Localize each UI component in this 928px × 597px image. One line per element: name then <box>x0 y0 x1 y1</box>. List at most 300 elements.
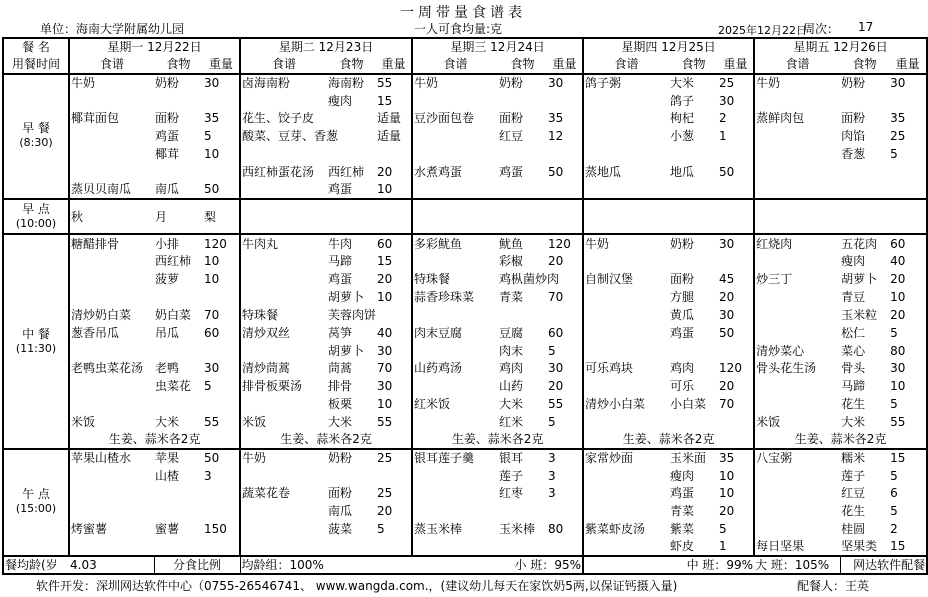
meal-time-header: 用餐时间 <box>3 56 69 74</box>
food-item <box>154 163 203 181</box>
weight-value: 15 <box>377 93 393 108</box>
age-group-ratio: 均龄组：100% <box>240 556 412 574</box>
weight-value: 30 <box>204 361 220 376</box>
food-item <box>154 92 203 110</box>
food-item <box>669 145 718 163</box>
recipe-name: 秋 <box>69 199 154 235</box>
column-header-food: 食物 <box>840 56 889 74</box>
food-item: 银耳 <box>498 449 547 467</box>
column-header-food: 食物 <box>154 56 203 74</box>
food-item <box>669 413 718 431</box>
column-header-weight: 重量 <box>203 56 240 74</box>
recipe-name <box>583 538 669 556</box>
weight-value <box>889 92 927 110</box>
recipe-name: 西红柿蛋花汤 <box>240 163 327 181</box>
recipe-name <box>412 538 498 556</box>
recipe-name <box>240 199 327 235</box>
recipe-name: 自制汉堡 <box>583 270 669 288</box>
recipe-name <box>754 395 840 413</box>
recipe-name <box>69 252 154 270</box>
food-item: 鸡枞菌炒肉 <box>499 272 560 287</box>
recipe-name: 蒸贝贝南瓜 <box>69 181 154 199</box>
recipe-name: 鸽子粥 <box>583 74 669 92</box>
weight-value: 5 <box>719 522 727 537</box>
weight-value <box>718 145 754 163</box>
recipe-name <box>583 342 669 360</box>
weight-value: 40 <box>377 325 393 340</box>
weight-value: 70 <box>548 289 564 304</box>
recipe-name <box>583 109 669 127</box>
food-item <box>498 502 547 520</box>
recipe-name <box>240 467 327 485</box>
avg-age-label: 餐均龄(岁 <box>3 556 69 574</box>
weight-value <box>376 467 412 485</box>
recipe-name: 山药鸡汤 <box>412 359 498 377</box>
food-item <box>498 92 547 110</box>
meal-name: 中 餐 <box>22 326 50 341</box>
meal-name: 早 餐 <box>22 121 50 136</box>
recipe-name <box>583 181 669 199</box>
recipe-name: 清炒茼蒿 <box>240 359 327 377</box>
weight-value: 30 <box>889 359 927 377</box>
food-item <box>154 538 203 556</box>
weight-value: 5 <box>889 145 927 163</box>
food-item: 豆腐 <box>499 325 524 340</box>
recipe-name <box>754 484 840 502</box>
food-item: 松仁 <box>841 325 866 340</box>
weight-value <box>718 199 754 235</box>
credits-bar <box>0 577 926 595</box>
weight-value: 30 <box>377 343 393 358</box>
food-item: 紫菜 <box>670 522 695 537</box>
recipe-name <box>754 377 840 395</box>
recipe-name: 红米饭 <box>412 395 498 413</box>
meal-time: (15:00) <box>15 502 57 516</box>
weight-value: 20 <box>377 504 393 519</box>
food-item: 青豆 <box>841 289 866 304</box>
weight-value: 55 <box>204 414 220 429</box>
weight-value: 3 <box>548 486 556 501</box>
food-item: 小排 <box>154 234 203 252</box>
recipe-name <box>69 395 154 413</box>
recipe-name <box>754 127 840 145</box>
food-item: 玉米粒 <box>841 307 878 322</box>
food-item: 奶白菜 <box>155 307 192 322</box>
column-header-food: 食物 <box>669 56 718 74</box>
weight-value: 1 <box>719 539 727 554</box>
food-item: 鸽子 <box>670 93 695 108</box>
recipe-name: 蒜香珍珠菜 <box>412 288 498 306</box>
food-item: 地瓜 <box>670 164 695 179</box>
food-item: 芙蓉肉饼 <box>328 307 377 322</box>
weight-value: 6 <box>889 484 927 502</box>
recipe-name <box>240 145 327 163</box>
food-item: 红米 <box>499 414 524 429</box>
recipe-name <box>412 145 498 163</box>
recipe-name <box>69 502 154 520</box>
weight-value <box>547 306 583 324</box>
food-item: 肉末 <box>499 343 524 358</box>
recipe-name <box>240 181 327 199</box>
weight-value: 5 <box>889 324 927 342</box>
weight-value: 10 <box>889 288 927 306</box>
condiment-note: 生姜、蒜米各2克 <box>754 431 927 449</box>
weight-value: 120 <box>203 234 240 252</box>
weight-value: 梨 <box>203 199 240 235</box>
weight-value: 15 <box>889 449 927 467</box>
recipe-name <box>754 306 840 324</box>
food-item: 红豆 <box>499 129 524 144</box>
unit-label: 单位：海南大学附属幼儿园 <box>40 22 185 36</box>
column-header-recipe: 食谱 <box>412 56 498 74</box>
page-title: 一周带量食谱表 <box>400 5 526 21</box>
recipe-name <box>583 92 669 110</box>
weight-value: 35 <box>204 111 220 126</box>
meal-label-breakfast <box>3 74 69 199</box>
weight-value: 1 <box>719 129 727 144</box>
recipe-name <box>412 467 498 485</box>
menu-table <box>2 37 928 575</box>
weight-value: 20 <box>719 504 735 519</box>
meal-time: (11:30) <box>15 341 57 355</box>
day-header: 星期三 12月24日 <box>412 38 583 56</box>
recipe-name <box>69 92 154 110</box>
recipe-name: 葱香吊瓜 <box>69 324 154 342</box>
food-item: 山楂 <box>155 468 180 483</box>
recipe-name <box>754 467 840 485</box>
weight-value <box>547 181 583 199</box>
food-item <box>327 538 376 556</box>
food-item: 虾皮 <box>670 539 695 554</box>
food-item: 牛肉 <box>327 234 376 252</box>
recipe-name: 蒸玉米棒 <box>412 520 498 538</box>
recipe-name: 紫菜虾皮汤 <box>583 520 669 538</box>
recipe-name <box>754 520 840 538</box>
weight-value: 35 <box>548 111 564 126</box>
weight-value: 30 <box>547 74 583 92</box>
food-item: 肉馅 <box>841 129 866 144</box>
recipe-name: 多彩鱿鱼 <box>412 234 498 252</box>
food-item: 大米 <box>499 397 524 412</box>
food-item: 月 <box>154 199 203 235</box>
recipe-name <box>412 502 498 520</box>
food-item: 茼蒿 <box>328 361 353 376</box>
food-item <box>669 342 718 360</box>
food-item: 马蹄 <box>841 379 866 394</box>
big-class-ratio: 大 班：105% <box>754 556 840 574</box>
weight-value <box>718 342 754 360</box>
day-header: 星期一 12月22日 <box>69 38 240 56</box>
weight-value: 2 <box>719 111 727 126</box>
weight-value: 10 <box>377 289 393 304</box>
weight-value: 25 <box>376 449 412 467</box>
meal-name-header: 餐 名 <box>3 38 69 56</box>
food-item: 鸡蛋 <box>670 325 695 340</box>
weight-value <box>203 484 240 502</box>
food-item: 莲子 <box>499 468 524 483</box>
recipe-name <box>754 324 840 342</box>
column-header-weight: 重量 <box>376 56 412 74</box>
food-item: 鸡肉 <box>670 361 695 376</box>
food-item: 小葱 <box>670 129 695 144</box>
recipe-name: 特珠餐 <box>412 270 498 288</box>
meal-label-snack1 <box>3 199 69 235</box>
recipe-name: 老鸭虫菜花汤 <box>69 359 154 377</box>
recipe-name <box>69 484 154 502</box>
food-item: 山药 <box>499 379 524 394</box>
recipe-name: 八宝粥 <box>754 449 840 467</box>
food-item: 西红柿 <box>328 164 365 179</box>
food-item: 五花肉 <box>840 234 889 252</box>
weight-value: 5 <box>889 467 927 485</box>
date-label: 2025年12月22日 <box>718 24 807 37</box>
day-header: 星期四 12月25日 <box>583 38 754 56</box>
food-item: 枸杞 <box>670 111 695 126</box>
recipe-name <box>583 252 669 270</box>
weight-value: 30 <box>203 74 240 92</box>
recipe-name <box>412 252 498 270</box>
weight-value: 50 <box>548 164 564 179</box>
food-item <box>327 145 376 163</box>
weight-value: 10 <box>204 254 220 269</box>
food-item: 奶粉 <box>327 449 376 467</box>
recipe-name <box>240 520 327 538</box>
weight-value: 30 <box>718 234 754 252</box>
recipe-name: 酸菜、豆芽、香葱 <box>242 129 339 144</box>
recipe-name <box>69 377 154 395</box>
weight-value: 55 <box>376 74 412 92</box>
food-item <box>840 163 889 181</box>
recipe-name <box>583 413 669 431</box>
food-item: 面粉 <box>155 111 180 126</box>
recipe-name <box>69 270 154 288</box>
food-item: 花生 <box>841 397 866 412</box>
recipe-name: 牛奶 <box>240 449 327 467</box>
weight-value: 80 <box>548 522 564 537</box>
food-item: 鸡蛋 <box>155 129 180 144</box>
weight-value <box>718 252 754 270</box>
weight-value: 35 <box>718 449 754 467</box>
recipe-name: 蔬菜花卷 <box>240 484 327 502</box>
food-item <box>327 467 376 485</box>
weight-value <box>376 145 412 163</box>
day-header: 星期二 12月23日 <box>240 38 412 56</box>
food-item <box>669 199 718 235</box>
weight-value <box>889 199 927 235</box>
weight-value <box>203 395 240 413</box>
weight-value <box>203 538 240 556</box>
recipe-name: 肉末豆腐 <box>412 324 498 342</box>
food-item: 香葱 <box>841 147 866 162</box>
recipe-name <box>754 502 840 520</box>
condiment-note: 生姜、蒜米各2克 <box>583 431 754 449</box>
food-item <box>840 92 889 110</box>
recipe-name <box>583 502 669 520</box>
food-item: 虫菜花 <box>155 379 192 394</box>
column-header-weight: 重量 <box>718 56 754 74</box>
food-item: 红豆 <box>841 486 866 501</box>
weight-value: 50 <box>719 164 735 179</box>
meal-name: 午 点 <box>22 487 50 502</box>
food-item: 鸡蛋 <box>499 164 524 179</box>
recipe-name <box>583 127 669 145</box>
weight-value: 10 <box>719 486 735 501</box>
recipe-name <box>754 145 840 163</box>
weight-value <box>547 502 583 520</box>
weight-value: 70 <box>377 361 393 376</box>
day-header: 星期五 12月26日 <box>754 38 927 56</box>
recipe-name <box>583 324 669 342</box>
weight-value: 10 <box>204 272 220 287</box>
recipe-name <box>69 163 154 181</box>
food-item: 彩椒 <box>499 254 524 269</box>
recipe-name <box>412 127 498 145</box>
weight-value: 55 <box>548 397 564 412</box>
food-item: 菠萝 <box>155 272 180 287</box>
recipe-name: 特珠餐 <box>240 306 327 324</box>
recipe-name: 牛奶 <box>583 234 669 252</box>
food-item: 糯米 <box>840 449 889 467</box>
recipe-name: 苹果山楂水 <box>69 449 154 467</box>
recipe-name: 糖醋排骨 <box>69 234 154 252</box>
weight-value: 55 <box>377 414 393 429</box>
recipe-name <box>412 484 498 502</box>
meal-time: (10:00) <box>15 216 57 230</box>
food-item <box>669 181 718 199</box>
food-item: 鸡肉 <box>499 361 524 376</box>
weight-value: 25 <box>889 127 927 145</box>
weight-value: 60 <box>376 234 412 252</box>
condiment-note: 生姜、蒜米各2克 <box>69 431 240 449</box>
recipe-name: 烤蜜薯 <box>69 520 154 538</box>
weight-value: 5 <box>548 414 556 429</box>
recipe-name: 每日坚果 <box>754 538 840 556</box>
food-item <box>840 181 889 199</box>
week-label: 周次： <box>803 22 840 36</box>
weight-value: 50 <box>203 449 240 467</box>
food-item: 奶粉 <box>498 74 547 92</box>
recipe-name: 炒三丁 <box>754 270 840 288</box>
weight-value: 15 <box>377 254 393 269</box>
recipe-name <box>583 484 669 502</box>
recipe-name: 牛奶 <box>69 74 154 92</box>
condiment-note: 生姜、蒜米各2克 <box>240 431 412 449</box>
food-item <box>154 502 203 520</box>
recipe-name <box>412 377 498 395</box>
recipe-name: 米饭 <box>69 413 154 431</box>
weight-value: 60 <box>889 234 927 252</box>
weight-value: 50 <box>204 182 220 197</box>
weight-value: 60 <box>204 325 220 340</box>
column-header-weight: 重量 <box>547 56 583 74</box>
food-item <box>498 181 547 199</box>
recipe-name <box>583 377 669 395</box>
weight-value: 30 <box>548 361 564 376</box>
recipe-name: 清炒小白菜 <box>583 395 669 413</box>
weight-value <box>718 413 754 431</box>
recipe-name: 卤海南粉 <box>240 74 327 92</box>
food-item: 大米 <box>155 414 180 429</box>
recipe-name: 花生、饺子皮 <box>240 109 327 127</box>
weight-value: 30 <box>889 74 927 92</box>
weight-value: 70 <box>719 397 735 412</box>
meal-time: (8:30) <box>19 136 53 150</box>
recipe-name <box>754 92 840 110</box>
food-item: 坚果类 <box>841 539 878 554</box>
weight-value: 5 <box>548 343 556 358</box>
weight-value <box>376 538 412 556</box>
weight-value: 40 <box>889 252 927 270</box>
weight-value: 150 <box>204 522 227 537</box>
weight-value: 5 <box>204 379 212 394</box>
recipe-name: 豆沙面包卷 <box>412 109 498 127</box>
recipe-name <box>240 92 327 110</box>
food-item: 瘦肉 <box>328 93 353 108</box>
recipe-name: 蒸地瓜 <box>583 163 669 181</box>
per-person-label: 一人可食均量:克 <box>414 22 503 36</box>
weight-value: 25 <box>718 74 754 92</box>
weight-value: 20 <box>548 379 564 394</box>
weight-value: 70 <box>204 307 220 322</box>
weight-value: 2 <box>889 520 927 538</box>
recipe-name <box>69 288 154 306</box>
weight-value: 20 <box>889 306 927 324</box>
recipe-name <box>69 538 154 556</box>
food-item: 面粉 <box>670 272 695 287</box>
weight-value: 15 <box>889 538 927 556</box>
recipe-name: 水煮鸡蛋 <box>412 163 498 181</box>
recipe-name <box>583 145 669 163</box>
food-item: 花生 <box>841 504 866 519</box>
food-item: 莲子 <box>841 468 866 483</box>
food-item: 椰茸 <box>155 147 180 162</box>
food-item: 吊瓜 <box>155 325 180 340</box>
small-class-ratio: 小 班：95% <box>412 556 583 574</box>
recipe-name <box>69 342 154 360</box>
recipe-name <box>412 92 498 110</box>
food-item: 玉米面 <box>669 449 718 467</box>
recipe-name: 家常炒面 <box>583 449 669 467</box>
weight-value: 适量 <box>377 111 402 126</box>
chef-name: 配餐人：王英 <box>797 579 870 593</box>
column-header-recipe: 食谱 <box>754 56 840 74</box>
food-item <box>154 395 203 413</box>
weight-value: 120 <box>719 361 742 376</box>
recipe-name <box>412 342 498 360</box>
middle-class-ratio: 中 班：99% <box>583 556 754 574</box>
meal-label-lunch <box>3 234 69 448</box>
food-item: 菜心 <box>841 343 866 358</box>
column-header-weight: 重量 <box>889 56 927 74</box>
food-item: 奶粉 <box>154 74 203 92</box>
food-item <box>154 484 203 502</box>
recipe-name <box>412 199 498 235</box>
column-header-food: 食物 <box>498 56 547 74</box>
recipe-name: 清炒菜心 <box>754 342 840 360</box>
meal-label-snack2 <box>3 449 69 556</box>
recipe-name: 牛奶 <box>754 74 840 92</box>
weight-value: 35 <box>889 109 927 127</box>
recipe-name: 蒸鲜肉包 <box>754 109 840 127</box>
weight-value <box>376 199 412 235</box>
weight-value: 80 <box>889 342 927 360</box>
food-item <box>498 199 547 235</box>
recipe-name: 清炒奶白菜 <box>69 306 154 324</box>
recipe-name <box>240 395 327 413</box>
weight-value: 120 <box>547 234 583 252</box>
recipe-name: 米饭 <box>754 413 840 431</box>
recipe-name: 红烧肉 <box>754 234 840 252</box>
